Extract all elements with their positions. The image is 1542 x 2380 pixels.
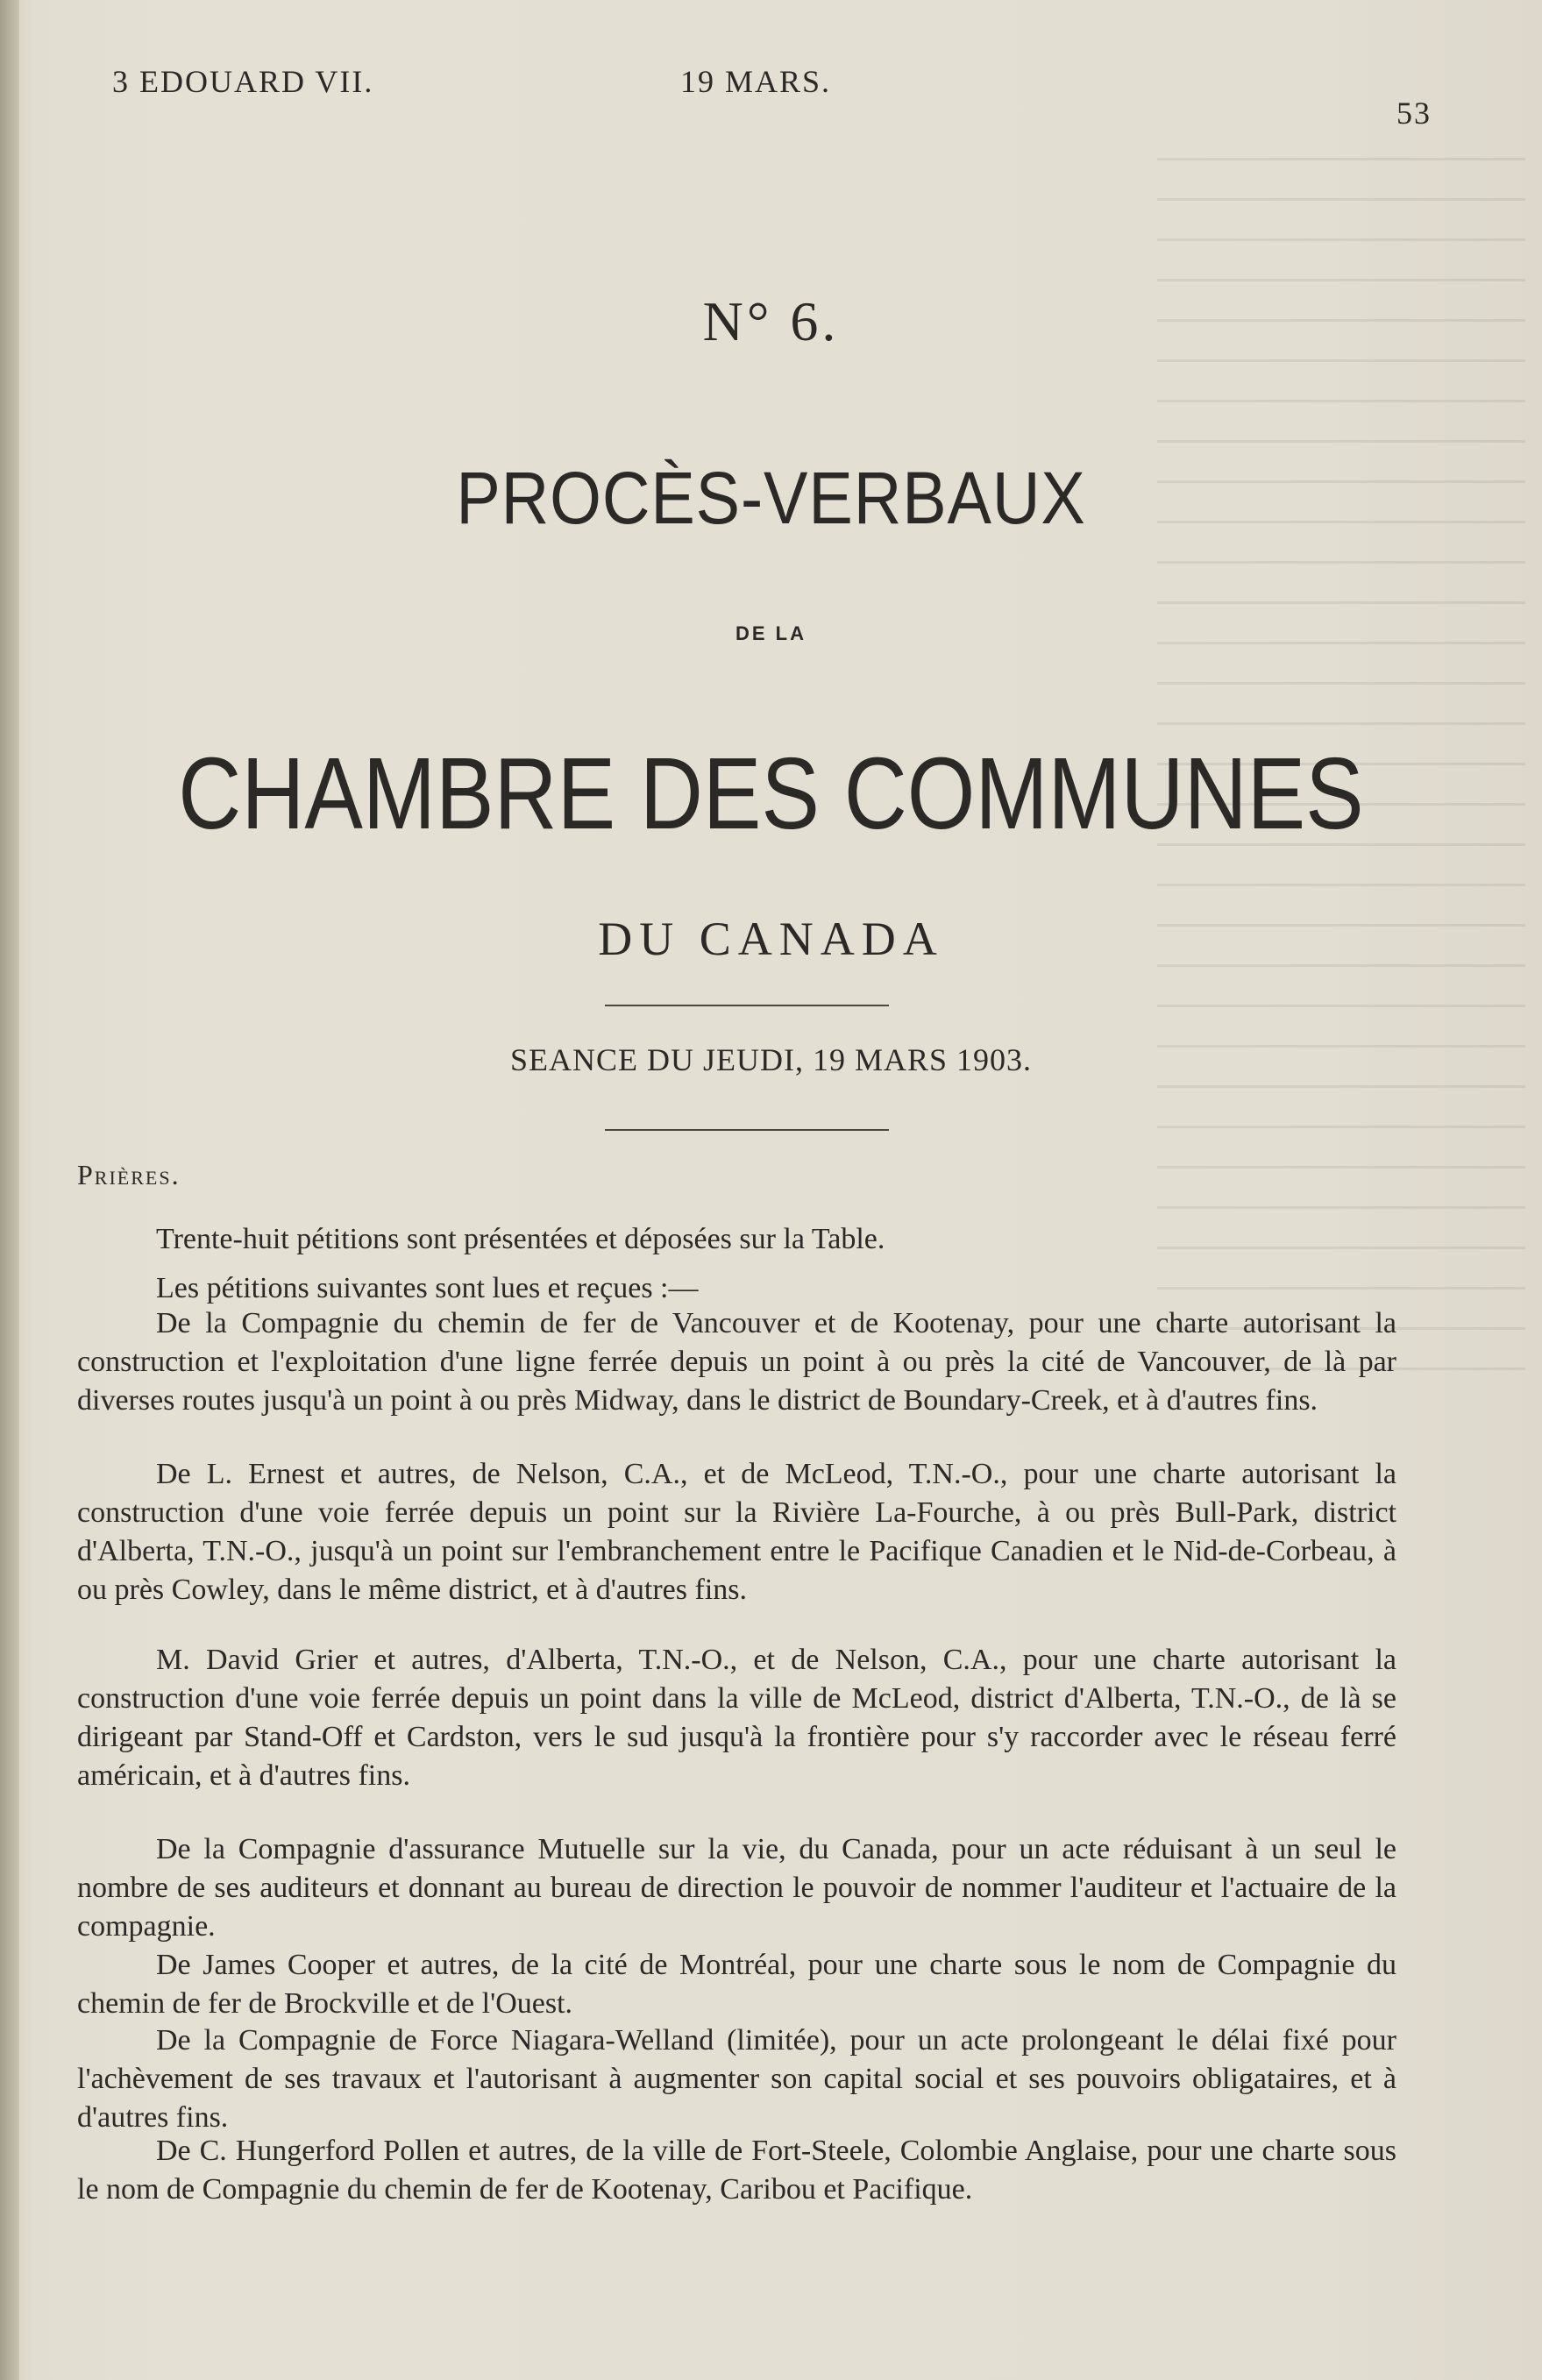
petitions-intro: Les pétitions suivantes sont lues et reçues :— xyxy=(156,1272,699,1304)
petition-paragraph: De la Compagnie d'assurance Mutuelle sur la vie, du Canada, pour un acte réduisant à un seul le nombre de ses auditeurs et donnant au bureau de direction le pouvoir de nommer l'auditeur et l'actuaire de la compagnie. xyxy=(77,1833,1396,1943)
petition-paragraph: De L. Ernest et autres, de Nelson, C.A., et de McLeod, T.N.-O., pour une charte autorisant la construction d'une voie ferrée depuis un point sur la Rivière La-Fourche, à ou près Bull-Park, district d'Alberta, T.N.-O., jusqu'à un point sur l'embranchement entre le Pacifique Canadien et le Nid-de-Corbeau, à ou près Cowley, dans le même district, et à d'autres fins. xyxy=(77,1458,1396,1606)
binding-edge xyxy=(0,0,19,2380)
seance-heading: SEANCE DU JEUDI, 19 MARS 1903. xyxy=(509,1042,1033,1077)
divider-bottom xyxy=(605,1129,889,1131)
title-de-la: DE LA xyxy=(735,622,807,644)
running-header-date: 19 MARS. xyxy=(680,64,832,99)
petition-paragraph: M. David Grier et autres, d'Alberta, T.N.-O., et de Nelson, C.A., pour une charte autorisant la construction d'une voie ferrée depuis un point dans la ville de McLeod, district d'Alberta, T.N.-O., de là se dirigeant par Stand-Off et Cardston, vers le sud jusqu'à la frontière pour s'y raccorder avec le réseau ferré américain, et à d'autres fins. xyxy=(77,1644,1396,1792)
petition-paragraph: De la Compagnie de Force Niagara-Welland (limitée), pour un acte prolongeant le délai fixé pour l'achèvement de ses travaux et l'autorisant à augmenter son capital social et ses pouvoirs obligataires, et à d'autres fins. xyxy=(77,2024,1396,2134)
prieres-heading: Prières. xyxy=(77,1159,181,1190)
petitions-count: Trente-huit pétitions sont présentées et déposées sur la Table. xyxy=(156,1223,885,1255)
page-number: 53 xyxy=(1396,96,1432,131)
petition-paragraph: De la Compagnie du chemin de fer de Vancouver et de Kootenay, pour une charte autorisant la construction et l'exploitation d'une ligne ferrée depuis un point à ou près la cité de Vancouver, de là par diverses routes jusqu'à un point à ou près Midway, dans le district de Boundary-Creek, et à d'autres fins. xyxy=(77,1307,1396,1417)
running-header-left: 3 EDOUARD VII. xyxy=(112,64,374,99)
title-proces-verbaux: PROCÈS-VERBAUX xyxy=(456,457,1086,539)
petition-paragraph: De C. Hungerford Pollen et autres, de la ville de Fort-Steele, Colombie Anglaise, pour une charte sous le nom de Compagnie du chemin de fer de Kootenay, Caribou et Pacifique. xyxy=(77,2135,1396,2206)
title-du-canada: DU CANADA xyxy=(598,913,944,965)
divider-top xyxy=(605,1005,889,1006)
document-number: N° 6. xyxy=(702,290,840,352)
title-chambre: CHAMBRE DES COMMUNES xyxy=(178,736,1364,850)
petition-paragraph: De James Cooper et autres, de la cité de Montréal, pour une charte sous le nom de Compagnie du chemin de fer de Brockville et de l'Ouest. xyxy=(77,1949,1396,2020)
